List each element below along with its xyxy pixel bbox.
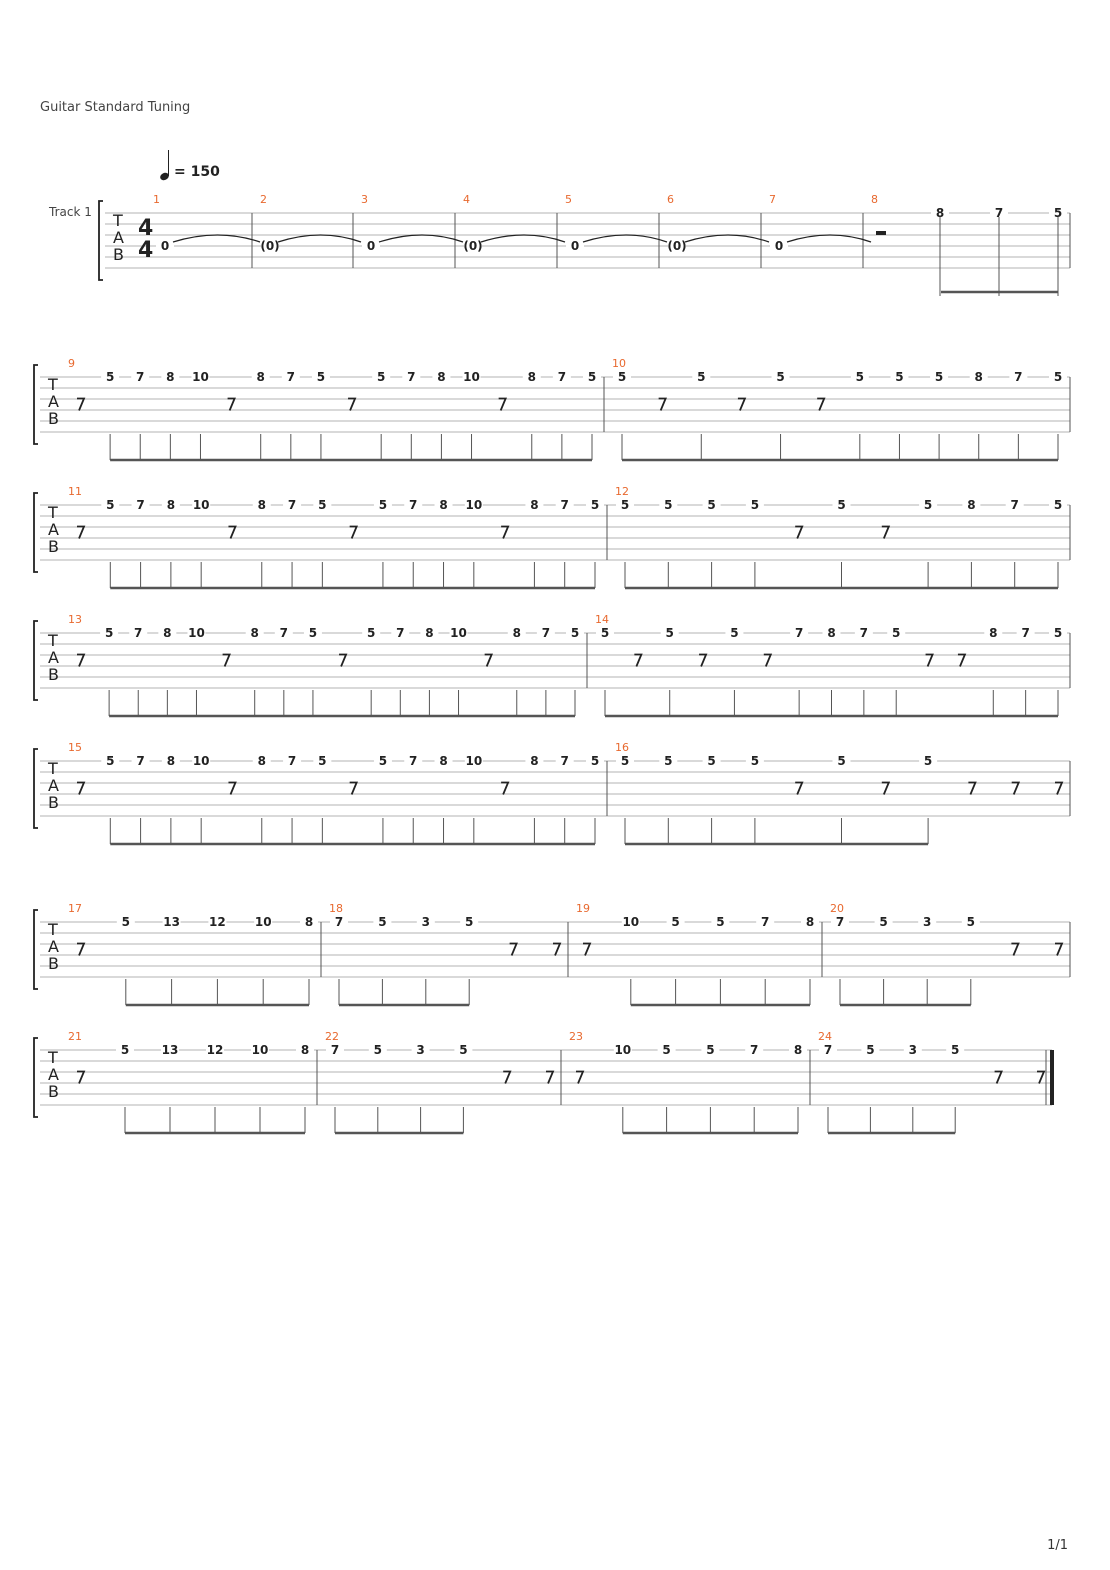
- eighth-rest: [1055, 944, 1062, 956]
- measure: [871, 193, 1067, 296]
- eighth-rest: [1037, 1072, 1044, 1084]
- measure-number: 2: [260, 193, 267, 206]
- eighth-rest: [77, 783, 84, 795]
- fret-number: 13: [163, 915, 180, 929]
- tab-clef-letter: A: [48, 1065, 59, 1084]
- fret-number: (0): [667, 239, 687, 253]
- tab-clef-letter: T: [113, 211, 123, 230]
- measure: [68, 357, 601, 460]
- tab-clef-letter: A: [48, 520, 59, 539]
- eighth-rest: [77, 1072, 84, 1084]
- measure-number: 22: [325, 1030, 339, 1043]
- measure: [595, 613, 1067, 716]
- measure: [569, 1030, 807, 1133]
- fret-number: 8: [530, 754, 539, 768]
- fret-number: 7: [136, 754, 145, 768]
- tab-clef-letter: B: [48, 665, 59, 684]
- fret-number: (0): [463, 239, 483, 253]
- fret-number: 5: [966, 915, 975, 929]
- fret-number: 8: [166, 498, 176, 512]
- fret-number: 7: [396, 626, 405, 640]
- fret-number: 5: [707, 754, 716, 768]
- system-bracket: [34, 1038, 38, 1117]
- measure: [615, 485, 1067, 588]
- fret-number: 5: [716, 915, 725, 929]
- tempo-value: = 150: [174, 164, 220, 180]
- eighth-rest: [764, 655, 771, 667]
- measure-number: 20: [830, 902, 844, 915]
- fret-number: 7: [557, 370, 567, 384]
- tab-clef-letter: B: [48, 1082, 59, 1101]
- eighth-rest: [499, 399, 506, 411]
- fret-number: 8: [425, 626, 434, 640]
- tab-clef-letter: T: [48, 759, 58, 778]
- fret-number: 5: [866, 1043, 875, 1057]
- eighth-rest: [501, 783, 508, 795]
- fret-number: 10: [188, 626, 205, 640]
- fret-number: 5: [664, 498, 673, 512]
- fret-number: 5: [620, 498, 630, 512]
- system-bracket: [34, 493, 38, 572]
- fret-number: 5: [600, 626, 610, 640]
- fret-number: 5: [1053, 626, 1063, 640]
- fret-number: 5: [707, 498, 716, 512]
- eighth-rest: [485, 655, 492, 667]
- fret-number: 0: [570, 239, 580, 253]
- fret-number: 7: [287, 754, 297, 768]
- measure-number: 11: [68, 485, 82, 498]
- measure: [325, 1030, 553, 1133]
- fret-number: 8: [439, 498, 448, 512]
- staff-system: [34, 902, 1070, 1005]
- eighth-rest: [699, 655, 706, 667]
- fret-number: 5: [570, 626, 580, 640]
- fret-number: 7: [330, 1043, 340, 1057]
- measure-number: 6: [667, 193, 674, 206]
- fret-number: 3: [416, 1043, 425, 1057]
- half-rest: [876, 231, 886, 235]
- fret-number: 7: [334, 915, 344, 929]
- measure: [68, 902, 318, 1005]
- fret-number: 7: [560, 498, 569, 512]
- fret-number: 8: [256, 370, 265, 384]
- fret-number: 12: [206, 1043, 224, 1057]
- fret-number: 3: [421, 915, 430, 929]
- measure: [463, 193, 565, 253]
- measure: [153, 193, 260, 253]
- measure-number: 10: [612, 357, 626, 370]
- fret-number: 5: [105, 370, 115, 384]
- staff-system: [34, 613, 1070, 716]
- measure-number: 17: [68, 902, 82, 915]
- fret-number: 5: [923, 754, 933, 768]
- tab-clef-letter: T: [48, 375, 58, 394]
- fret-number: 7: [134, 626, 143, 640]
- fret-number: 8: [439, 754, 448, 768]
- tab-clef-letter: B: [113, 245, 124, 264]
- measure-number: 18: [329, 902, 343, 915]
- measure-number: 1: [153, 193, 160, 206]
- eighth-rest: [817, 399, 824, 411]
- fret-number: 7: [835, 915, 845, 929]
- fret-number: 5: [318, 754, 327, 768]
- eighth-rest: [228, 399, 235, 411]
- measure: [818, 1030, 1044, 1133]
- fret-number: 5: [776, 370, 785, 384]
- time-signature-digit: 4: [138, 238, 154, 263]
- tab-clef-letter: T: [48, 503, 58, 522]
- measure: [68, 741, 604, 844]
- measure-number: 19: [576, 902, 590, 915]
- measure-number: 4: [463, 193, 470, 206]
- fret-number: 5: [308, 626, 318, 640]
- fret-number: 8: [935, 206, 945, 220]
- eighth-rest: [228, 783, 235, 795]
- fret-number: 5: [373, 1043, 382, 1057]
- eighth-rest: [583, 944, 590, 956]
- fret-number: 5: [590, 498, 600, 512]
- page-number: 1/1: [1047, 1538, 1068, 1553]
- eighth-rest: [634, 655, 641, 667]
- fret-number: 8: [530, 498, 539, 512]
- fret-number: 5: [378, 754, 388, 768]
- eighth-rest: [1055, 783, 1062, 795]
- eighth-rest: [510, 944, 517, 956]
- fret-number: 5: [106, 754, 115, 768]
- fret-number: 5: [376, 370, 386, 384]
- tie-arc: [173, 235, 260, 242]
- fret-number: 8: [974, 370, 983, 384]
- fret-number: 7: [761, 915, 770, 929]
- fret-number: 5: [465, 915, 474, 929]
- eighth-rest: [223, 655, 230, 667]
- fret-number: 8: [300, 1043, 310, 1057]
- fret-number: 8: [989, 626, 998, 640]
- measure: [68, 485, 604, 588]
- fret-number: 5: [662, 1043, 671, 1057]
- tab-clef-letter: B: [48, 954, 59, 973]
- fret-number: 8: [527, 370, 536, 384]
- staff-system: [34, 1030, 1054, 1133]
- final-bar-line: [1050, 1050, 1054, 1105]
- tie-arc: [481, 235, 565, 242]
- measure-number: 14: [595, 613, 609, 626]
- fret-number: 5: [104, 626, 114, 640]
- staff-system: [34, 485, 1070, 588]
- fret-number: 7: [136, 370, 145, 384]
- measure: [260, 193, 361, 253]
- fret-number: 7: [823, 1043, 833, 1057]
- eighth-rest: [995, 1072, 1002, 1084]
- measure-number: 9: [68, 357, 75, 370]
- measure-number: 24: [818, 1030, 832, 1043]
- fret-number: 5: [1053, 370, 1063, 384]
- measure-number: 15: [68, 741, 82, 754]
- tie-arc: [685, 235, 769, 242]
- eighth-rest: [77, 527, 84, 539]
- measure: [667, 193, 769, 253]
- fret-number: 5: [730, 626, 739, 640]
- fret-number: 10: [450, 626, 467, 640]
- measure-number: 8: [871, 193, 878, 206]
- eighth-rest: [228, 527, 235, 539]
- eighth-rest: [882, 527, 889, 539]
- fret-number: 10: [251, 1043, 269, 1057]
- fret-number: 8: [166, 754, 176, 768]
- eighth-rest: [348, 399, 355, 411]
- fret-number: 5: [951, 1043, 960, 1057]
- eighth-rest: [503, 1072, 510, 1084]
- fret-number: 7: [287, 498, 297, 512]
- tab-clef-letter: B: [48, 793, 59, 812]
- fret-number: 5: [378, 915, 387, 929]
- eighth-rest: [77, 399, 84, 411]
- fret-number: (0): [260, 239, 280, 253]
- fret-number: 8: [967, 498, 976, 512]
- measure-number: 21: [68, 1030, 82, 1043]
- measure-number: 3: [361, 193, 368, 206]
- eighth-rest: [576, 1072, 583, 1084]
- fret-number: 10: [463, 370, 480, 384]
- fret-number: 5: [892, 626, 901, 640]
- fret-number: 10: [192, 370, 209, 384]
- fret-number: 10: [465, 754, 483, 768]
- fret-number: 7: [136, 498, 145, 512]
- eighth-rest: [659, 399, 666, 411]
- fret-number: 8: [512, 626, 521, 640]
- eighth-rest: [350, 783, 357, 795]
- eighth-rest: [1012, 783, 1019, 795]
- fret-number: 5: [855, 370, 864, 384]
- eighth-rest: [738, 399, 745, 411]
- fret-number: 5: [617, 370, 627, 384]
- tie-arc: [583, 235, 667, 242]
- tab-clef-letter: B: [48, 409, 59, 428]
- fret-number: 5: [366, 626, 376, 640]
- fret-number: 5: [318, 498, 327, 512]
- tie-arc: [278, 235, 361, 242]
- fret-number: 10: [465, 498, 483, 512]
- fret-number: 12: [209, 915, 226, 929]
- fret-number: 7: [794, 626, 804, 640]
- fret-number: 5: [697, 370, 706, 384]
- measure-number: 7: [769, 193, 776, 206]
- track-name: Track 1: [49, 205, 92, 219]
- fret-number: 8: [304, 915, 314, 929]
- eighth-rest: [795, 527, 802, 539]
- measure: [68, 1030, 314, 1133]
- fret-number: 5: [378, 498, 388, 512]
- eighth-rest: [350, 527, 357, 539]
- fret-number: 13: [161, 1043, 179, 1057]
- tab-clef-letter: A: [48, 937, 59, 956]
- fret-number: 5: [879, 915, 888, 929]
- fret-number: 0: [366, 239, 376, 253]
- eighth-rest: [795, 783, 802, 795]
- fret-number: 8: [257, 498, 266, 512]
- eighth-rest: [77, 944, 84, 956]
- fret-number: 7: [750, 1043, 759, 1057]
- fret-number: 7: [994, 206, 1004, 220]
- fret-number: 3: [908, 1043, 917, 1057]
- measure-number: 16: [615, 741, 629, 754]
- fret-number: 5: [120, 1043, 130, 1057]
- fret-number: 10: [254, 915, 272, 929]
- fret-number: 3: [923, 915, 932, 929]
- tab-clef-letter: B: [48, 537, 59, 556]
- fret-number: 7: [286, 370, 296, 384]
- eighth-rest: [958, 655, 965, 667]
- eighth-rest: [553, 944, 560, 956]
- system-bracket: [34, 365, 38, 444]
- fret-number: 8: [257, 754, 266, 768]
- eighth-rest: [882, 783, 889, 795]
- fret-number: 5: [923, 498, 933, 512]
- system-bracket: [34, 749, 38, 828]
- fret-number: 5: [671, 915, 680, 929]
- fret-number: 8: [793, 1043, 803, 1057]
- measure-number: 12: [615, 485, 629, 498]
- fret-number: 7: [1010, 498, 1019, 512]
- fret-number: 5: [121, 915, 130, 929]
- fret-number: 10: [622, 915, 640, 929]
- fret-number: 5: [664, 754, 673, 768]
- tab-clef-letter: T: [48, 920, 58, 939]
- time-signature-digit: 4: [138, 216, 154, 241]
- tab-clef-letter: T: [48, 631, 58, 650]
- fret-number: 5: [837, 754, 846, 768]
- tuning-label: Guitar Standard Tuning: [40, 100, 191, 115]
- staff-system: [48, 193, 1070, 296]
- fret-number: 5: [459, 1043, 468, 1057]
- fret-number: 0: [160, 239, 170, 253]
- fret-number: 5: [1053, 498, 1063, 512]
- fret-number: 5: [750, 498, 760, 512]
- fret-number: 5: [706, 1043, 715, 1057]
- eighth-rest: [546, 1072, 553, 1084]
- fret-number: 5: [895, 370, 904, 384]
- fret-number: 8: [250, 626, 259, 640]
- fret-number: 8: [827, 626, 836, 640]
- tab-clef-letter: A: [48, 776, 59, 795]
- measure: [615, 741, 1062, 844]
- fret-number: 10: [192, 754, 210, 768]
- eighth-rest: [968, 783, 975, 795]
- fret-number: 8: [166, 370, 175, 384]
- fret-number: 7: [560, 754, 569, 768]
- fret-number: 7: [407, 370, 416, 384]
- eighth-rest: [339, 655, 346, 667]
- fret-number: 5: [1053, 206, 1063, 220]
- fret-number: 7: [541, 626, 551, 640]
- measure: [612, 357, 1067, 460]
- measure: [565, 193, 667, 253]
- fret-number: 5: [837, 498, 846, 512]
- fret-number: 7: [279, 626, 289, 640]
- staff-system: [34, 741, 1070, 844]
- system-bracket: [34, 621, 38, 700]
- eighth-rest: [77, 655, 84, 667]
- system-bracket: [99, 201, 103, 280]
- tie-arc: [379, 235, 463, 242]
- fret-number: 8: [163, 626, 172, 640]
- fret-number: 0: [774, 239, 784, 253]
- fret-number: 10: [614, 1043, 632, 1057]
- system-bracket: [34, 910, 38, 989]
- measure: [361, 193, 463, 253]
- fret-number: 7: [859, 626, 869, 640]
- fret-number: 5: [106, 498, 115, 512]
- tab-clef-letter: A: [113, 228, 124, 247]
- fret-number: 7: [1014, 370, 1023, 384]
- fret-number: 5: [934, 370, 944, 384]
- tab-clef-letter: A: [48, 648, 59, 667]
- eighth-rest: [501, 527, 508, 539]
- fret-number: 7: [409, 754, 418, 768]
- measure: [830, 902, 1062, 1005]
- staff-system: [34, 357, 1070, 460]
- fret-number: 10: [192, 498, 210, 512]
- tab-clef-letter: T: [48, 1048, 58, 1067]
- eighth-rest: [926, 655, 933, 667]
- tab-clef-letter: A: [48, 392, 59, 411]
- fret-number: 5: [316, 370, 326, 384]
- fret-number: 5: [587, 370, 597, 384]
- measure: [576, 902, 819, 1005]
- fret-number: 5: [590, 754, 600, 768]
- measure: [769, 193, 871, 253]
- fret-number: 7: [409, 498, 418, 512]
- fret-number: 8: [437, 370, 446, 384]
- measure-number: 13: [68, 613, 82, 626]
- measure-number: 5: [565, 193, 572, 206]
- fret-number: 5: [665, 626, 674, 640]
- fret-number: 7: [1021, 626, 1030, 640]
- tie-arc: [787, 235, 871, 242]
- measure: [68, 613, 584, 716]
- fret-number: 5: [750, 754, 760, 768]
- fret-number: 5: [620, 754, 630, 768]
- fret-number: 8: [805, 915, 815, 929]
- measure: [329, 902, 560, 1005]
- eighth-rest: [1011, 944, 1018, 956]
- measure-number: 23: [569, 1030, 583, 1043]
